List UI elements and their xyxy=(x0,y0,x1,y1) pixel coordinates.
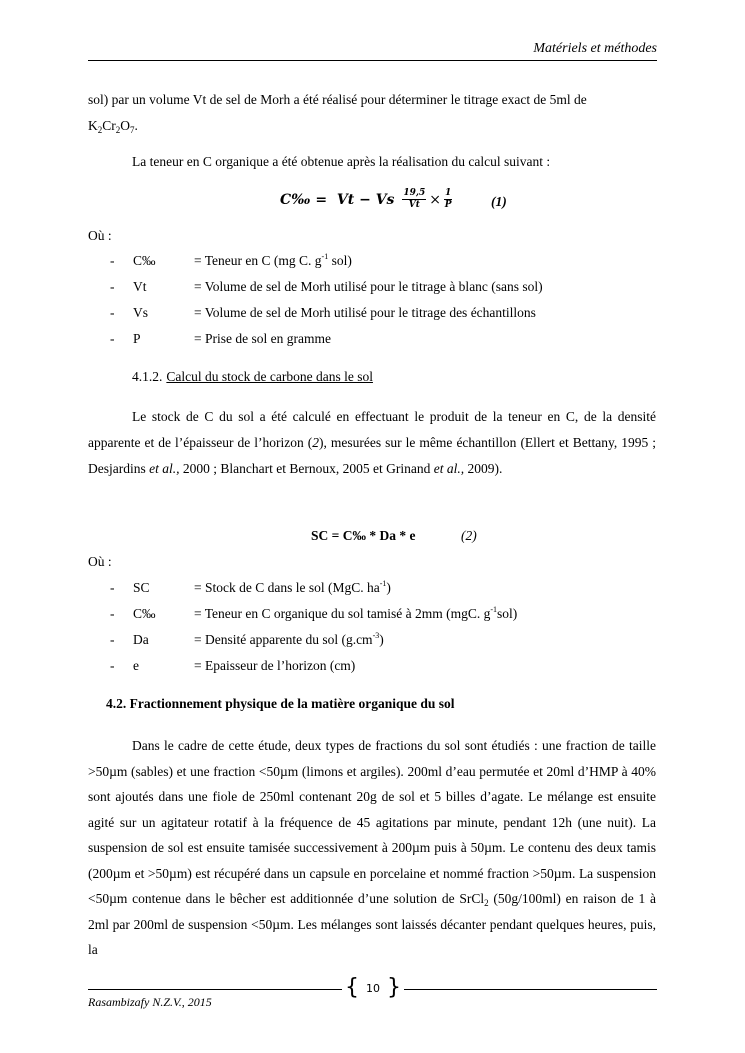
footer-rule xyxy=(88,989,342,990)
page-number-box: { 10 } xyxy=(345,975,401,1000)
stock-paragraph: Le stock de C du sol a été calculé en effectuant le produit de la teneur en C, de la densité apparente et de l’épaisseur de l’horizon (2), mesurées sur le même échantillon (Ellert et Bettany, 1995 ; Desjardins et al., 2000 ; Blanchart et Bernoux, 2005 et Grinand et al., 2009). xyxy=(88,409,657,476)
equation-number-2: (2) xyxy=(461,528,477,543)
footer-author: Rasambizafy N.Z.V., 2015 xyxy=(88,995,212,1009)
formula-carbon-content: C‰ = Vt − Vs $\frac{19,5}{Vt}$ × $\frac{1}{P}$ xyxy=(280,188,452,210)
header-rule xyxy=(88,60,657,61)
intro-line-1: sol) par un volume Vt de sel de Morh a été réalisé pour déterminer le titrage exact de 5ml de xyxy=(88,92,587,107)
header-title: Matériels et méthodes xyxy=(533,41,657,56)
calc-sentence: La teneur en C organique a été obtenue après la réalisation du calcul suivant : xyxy=(132,154,551,169)
section-heading: 4.2. Fractionnement physique de la matière organique du sol xyxy=(106,696,455,711)
where-label: Où : xyxy=(88,228,112,243)
page-number: 10 xyxy=(366,982,380,995)
fractionation-paragraph: Dans le cadre de cette étude, deux types de fractions du sol sont étudiés : une fraction de taille >50µm (sables) et une fraction <50µm (limons et argiles). 200ml d’eau permutée et 20ml d’HMP à 40% sont ajoutés dans une fiole de 250ml contenant 20g de sol et 5 billes d’agate. Le mélange est ensuite agité sur un agitateur rotatif à la fréquence de 45 agitations par minute, pendant 12h (une nuit). La suspension de sol est ensuite tamisée successivement à 200µm puis à 50µm. Le contenu des deux tamis (200µm et >50µm) est récupéré dans un capsule en porcelaine et nommé fraction >50µm. La suspension <50µm contenue dans le bêcher est additionnée d’une solution de SrCl$_2$ (50g/100ml) en raison de 1 à 2ml par 200ml de suspension <50µm. Les mélanges sont laissés décanter pendant quelques heures, puis, la xyxy=(88,738,657,957)
footer-rule xyxy=(404,989,657,990)
fraction-1-over-p: $\frac{1}{P}$ xyxy=(444,188,452,210)
intro-paragraph: sol) par un volume Vt de sel de Morh a été réalisé pour déterminer le titrage exact de 5ml de $K_2Cr_2O_7$. xyxy=(88,92,587,135)
formula-carbon-stock: SC = C‰ * Da * e xyxy=(311,528,416,543)
fraction-19-5-over-vt: $\frac{19,5}{Vt}$ xyxy=(403,188,426,210)
where-label-2: Où : xyxy=(88,554,112,569)
equation-number-1: (1) xyxy=(491,194,507,209)
subsection-heading: 4.1.2. Calcul du stock de carbone dans le sol xyxy=(132,369,373,384)
